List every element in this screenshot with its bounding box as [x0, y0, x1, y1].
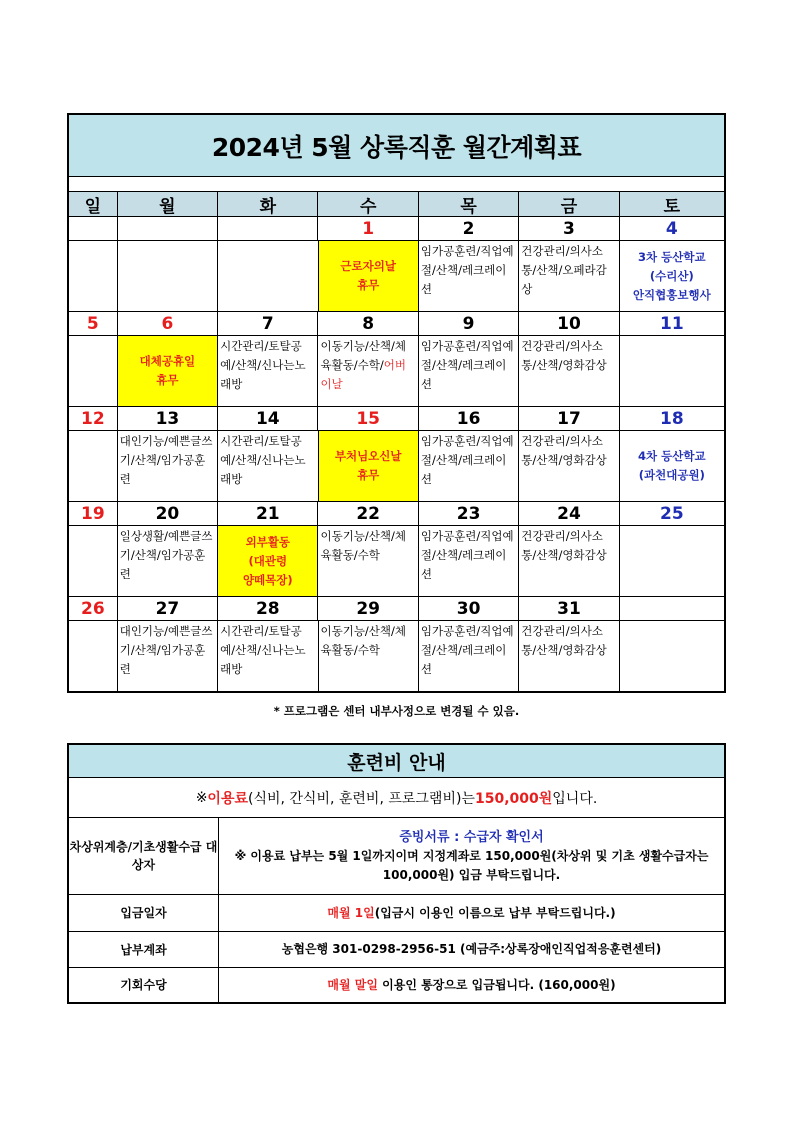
schedule-cell-tue	[218, 336, 318, 406]
schedule-row	[69, 431, 724, 502]
date-number-tue	[218, 217, 318, 240]
schedule-text: 임가공훈련/직업예절/산책/레크레이션	[420, 434, 514, 486]
schedule-cell-sat	[620, 336, 724, 406]
schedule-text: 건강관리/의사소통/산책/영화감상	[521, 529, 607, 562]
schedule-text: 이동기능/산책/체육활동/수학/	[320, 339, 406, 372]
date-number-row	[69, 597, 724, 621]
schedule-cell-mon	[118, 241, 218, 311]
schedule-cell-mon	[118, 526, 218, 596]
schedule-cell-wed	[318, 336, 418, 406]
fee-items: (식비, 간식비, 훈련비, 프로그램비)는	[248, 790, 475, 807]
schedule-row	[69, 241, 724, 312]
weekday-sun: 일	[69, 192, 118, 216]
payment-instruction: ※ 이용료 납부는 5월 1일까지이며 지정계좌로 150,000원(차상위 및 기초 생활수급자는 100,000원) 입금 부탁드립니다.	[234, 848, 709, 882]
date-number-thu: 23	[419, 502, 519, 525]
schedule-cell-wed	[319, 621, 419, 691]
schedule-cell-thu	[419, 526, 519, 596]
schedule-cell-tue	[218, 241, 318, 311]
schedule-text: 대체공휴일 휴무	[139, 354, 196, 387]
info-label: 차상위계층/기초생활수급 대상자	[69, 818, 219, 894]
schedule-cell-sun	[69, 621, 118, 691]
weekday-fri: 금	[519, 192, 619, 216]
date-number-wed: 8	[318, 312, 418, 335]
fee-prefix: ※	[195, 789, 208, 806]
schedule-cell-mon	[118, 336, 218, 406]
deposit-note: (입금시 이용인 이름으로 납부 부탁드립니다.)	[374, 905, 616, 920]
schedule-text: 근로자의날 휴무	[340, 259, 396, 292]
date-number-wed: 29	[318, 597, 418, 620]
schedule-text: 건강관리/의사소통/산책/영화감상	[521, 624, 607, 657]
date-number-row	[69, 312, 724, 336]
parents-day-label: 어버이날	[320, 358, 406, 391]
date-number-mon: 20	[118, 502, 218, 525]
date-number-wed: 1	[318, 217, 418, 240]
date-number-sat: 4	[665, 218, 678, 239]
schedule-cell-sun	[69, 431, 118, 501]
date-number-tue: 21	[218, 502, 318, 525]
date-number-sun: 12	[69, 407, 118, 430]
date-number-wed: 15	[318, 407, 418, 430]
schedule-row	[69, 526, 724, 597]
schedule-cell-wed	[319, 241, 419, 311]
info-label: 기회수당	[69, 968, 219, 1002]
weekday-tue: 화	[218, 192, 318, 216]
date-number-row	[69, 407, 724, 431]
schedule-text: 임가공훈련/직업예절/산책/레크레이션	[420, 339, 514, 391]
schedule-cell-sat	[620, 241, 724, 311]
allowance-date: 매월 말일	[327, 977, 378, 992]
schedule-cell-sun	[69, 526, 118, 596]
date-number-sat: 25	[660, 503, 684, 524]
schedule-text: 건강관리/의사소통/산책/영화감상	[521, 339, 607, 372]
schedule-cell-fri	[519, 621, 619, 691]
date-number-fri: 24	[519, 502, 619, 525]
schedule-cell-thu	[419, 621, 519, 691]
date-number-sat: 11	[660, 313, 684, 334]
info-row-account	[69, 932, 724, 968]
weekday-wed: 수	[318, 192, 418, 216]
fee-info-title: 훈련비 안내	[69, 745, 724, 778]
schedule-cell-wed	[318, 526, 418, 596]
date-number-fri: 10	[519, 312, 619, 335]
weekday-thu: 목	[419, 192, 519, 216]
date-number-mon: 27	[118, 597, 218, 620]
schedule-cell-sun	[69, 241, 118, 311]
schedule-cell-thu	[419, 241, 519, 311]
date-number-thu: 16	[419, 407, 519, 430]
calendar-weeks	[69, 217, 724, 691]
schedule-cell-fri	[519, 336, 619, 406]
schedule-cell-fri	[519, 431, 619, 501]
schedule-cell-thu	[419, 431, 519, 501]
weekday-header	[69, 192, 724, 217]
info-row-allowance	[69, 968, 724, 1002]
date-number-thu: 9	[419, 312, 519, 335]
schedule-cell-tue	[218, 621, 318, 691]
schedule-cell-fri	[519, 241, 619, 311]
date-number-fri: 31	[519, 597, 619, 620]
date-number-sun: 19	[69, 502, 118, 525]
date-number-tue: 28	[218, 597, 318, 620]
schedule-cell-sun	[69, 336, 118, 406]
schedule-text: 임가공훈련/직업예절/산책/레크레이션	[420, 244, 514, 296]
schedule-text: 시간관리/토탈공예/산책/신나는노래방	[220, 434, 306, 486]
info-value	[219, 895, 724, 931]
schedule-text: 이동기능/산책/체육활동/수학	[320, 529, 406, 562]
schedule-text: 일상생활/예쁜글쓰기/산책/임가공훈련	[119, 529, 213, 581]
info-row-deposit-date	[69, 895, 724, 932]
info-label: 입금일자	[69, 895, 219, 931]
info-value	[219, 968, 724, 1002]
proof-docs: 증빙서류 : 수급자 확인서	[399, 829, 544, 845]
schedule-cell-wed	[319, 431, 419, 501]
schedule-cell-thu	[419, 336, 519, 406]
fee-info-box	[67, 743, 726, 1004]
date-number-row	[69, 217, 724, 241]
date-number-thu: 30	[419, 597, 519, 620]
schedule-text: 시간관리/토탈공예/산책/신나는노래방	[220, 624, 306, 676]
info-label: 납부계좌	[69, 932, 219, 967]
schedule-text: 임가공훈련/직업예절/산책/레크레이션	[420, 624, 514, 676]
date-number-sun	[69, 217, 118, 240]
calendar	[67, 113, 726, 693]
date-number-mon	[118, 217, 218, 240]
date-number-row	[69, 502, 724, 526]
schedule-cell-sat	[620, 526, 724, 596]
schedule-cell-fri	[519, 526, 619, 596]
schedule-text: 외부활동 (대관령 양떼목장)	[242, 534, 293, 587]
schedule-cell-sat	[620, 431, 724, 501]
fee-label: 이용료	[207, 790, 248, 807]
schedule-cell-mon	[118, 431, 218, 501]
schedule-text: 이동기능/산책/체육활동/수학	[320, 624, 407, 657]
allowance-note: 이용인 통장으로 입금됩니다. (160,000원)	[377, 977, 616, 992]
date-number-sun: 26	[69, 597, 118, 620]
fee-amount: 150,000원	[474, 790, 553, 807]
calendar-title: 2024년 5월 상록직훈 월간계획표	[69, 115, 724, 177]
date-number-tue: 7	[218, 312, 318, 335]
date-number-fri: 17	[519, 407, 619, 430]
schedule-text: 대인기능/예쁜글쓰기/산책/임가공훈련	[119, 624, 213, 676]
schedule-text: 부처님오신날 휴무	[334, 449, 402, 482]
spacer-row	[69, 177, 724, 192]
schedule-text: 건강관리/의사소통/산책/영화감상	[521, 434, 607, 467]
date-number-mon: 6	[118, 312, 218, 335]
schedule-text: 임가공훈련/직업예절/산책/레크레이션	[420, 529, 514, 581]
schedule-row	[69, 336, 724, 407]
weekday-sat: 토	[620, 192, 724, 216]
date-number-tue: 14	[218, 407, 318, 430]
schedule-text: 3차 등산학교 (수리산) 안직협홍보행사	[632, 249, 711, 302]
footnote: * 프로그램은 센터 내부사정으로 변경될 수 있음.	[273, 704, 520, 718]
fee-summary	[69, 778, 724, 818]
date-number-sat	[620, 597, 724, 620]
date-number-wed: 22	[318, 502, 418, 525]
info-value	[219, 818, 724, 894]
schedule-text: 시간관리/토탈공예/산책/신나는노래방	[220, 339, 306, 391]
date-number-sun: 5	[69, 312, 118, 335]
date-number-sat: 18	[660, 408, 684, 429]
fee-suffix: 입니다.	[552, 790, 598, 807]
date-number-fri: 3	[519, 217, 619, 240]
schedule-text: 건강관리/의사소통/산책/오페라감상	[521, 244, 607, 296]
schedule-cell-sat	[620, 621, 724, 691]
account-number: 농협은행 301-0298-2956-51 (예금주:상록장애인직업적응훈련센터)	[281, 942, 662, 956]
deposit-date: 매월 1일	[327, 905, 375, 920]
schedule-cell-mon	[118, 621, 218, 691]
schedule-text: 4차 등산학교 (과천대공원)	[638, 449, 706, 482]
date-number-mon: 13	[118, 407, 218, 430]
date-number-thu: 2	[419, 217, 519, 240]
weekday-mon: 월	[118, 192, 218, 216]
schedule-cell-tue	[218, 526, 318, 596]
schedule-row	[69, 621, 724, 691]
info-row-eligibility	[69, 818, 724, 895]
schedule-cell-tue	[218, 431, 318, 501]
page	[67, 113, 726, 1004]
schedule-text: 대인기능/예쁜글쓰기/산책/임가공훈련	[119, 434, 213, 486]
